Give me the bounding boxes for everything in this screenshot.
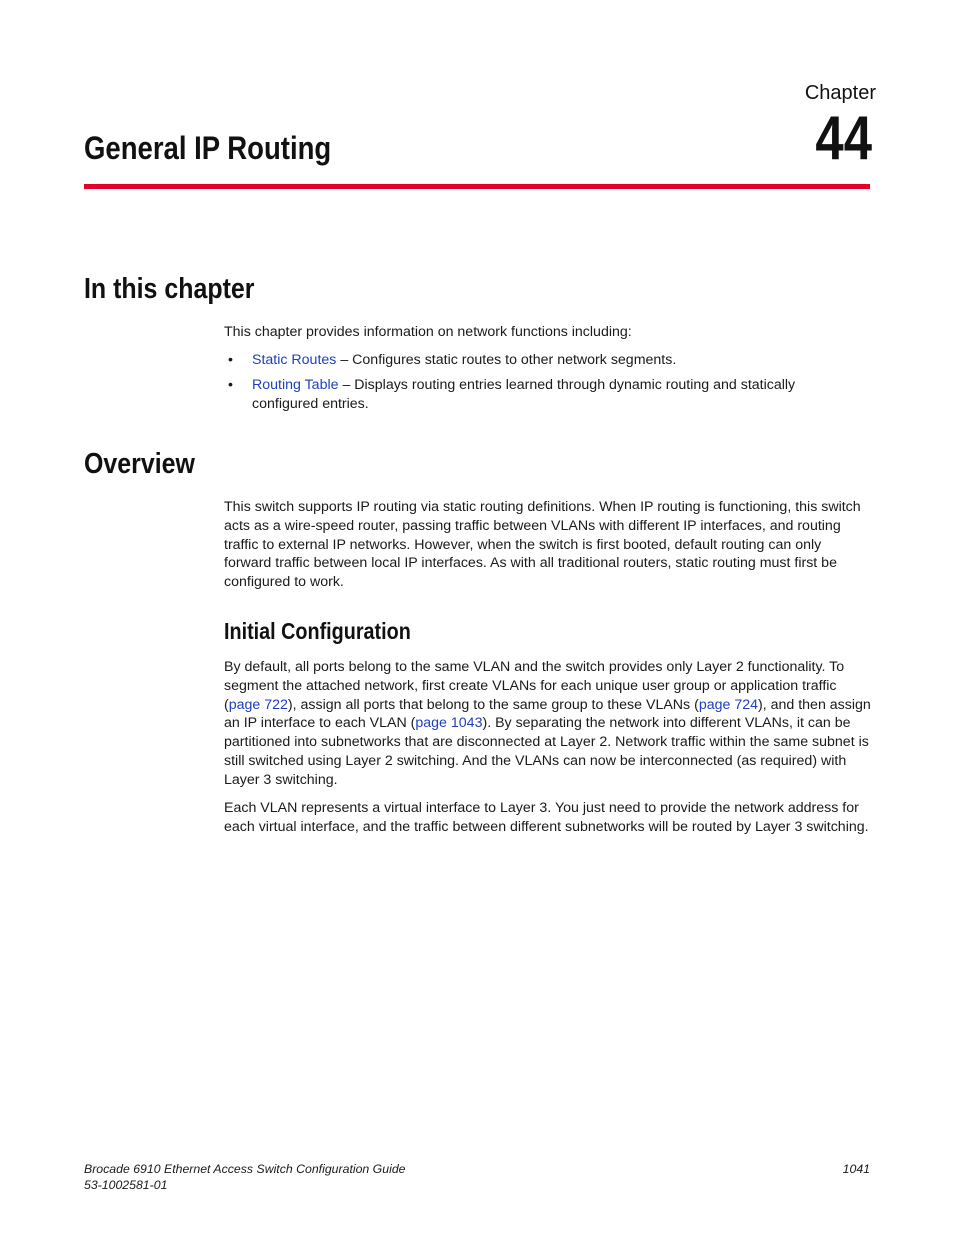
chapter-title: General IP Routing xyxy=(84,130,332,166)
guide-title: Brocade 6910 Ethernet Access Switch Configuration Guide xyxy=(84,1162,406,1176)
overview-heading: Overview xyxy=(84,448,195,480)
list-item-text: – Configures static routes to other network segments. xyxy=(336,352,677,368)
vlan-paragraph: Each VLAN represents a virtual interface to Layer 3. You just need to provide the network address for each virtual interface, and the traffic between different subnetworks will be routed by Layer 3 switching. xyxy=(224,800,869,835)
list-item-text: – Displays routing entries learned through dynamic routing and statically configured entries. xyxy=(252,377,796,412)
overview-paragraph: This switch supports IP routing via static routing definitions. When IP routing is functioning, this switch acts as a wire-speed router, passing traffic between VLANs with different IP interfaces, and routing traffic to external IP networks. However, when the switch is first booted, default routing can only forward traffic between local IP interfaces. As with all traditional routers, static routing must first be configured to work. xyxy=(224,499,861,591)
static-routes-link[interactable]: Static Routes xyxy=(252,352,337,368)
initial-config-paragraph xyxy=(224,658,872,790)
page-number: 1041 xyxy=(842,1162,870,1176)
chapter-label: Chapter xyxy=(804,82,876,104)
doc-number: 53-1002581-01 xyxy=(84,1178,168,1192)
chapter-number: 44 xyxy=(815,104,872,173)
page-footer xyxy=(84,1161,870,1193)
bullet-icon: • xyxy=(228,352,233,368)
paragraph-text: ). By separating the network into different VLANs, it can be partitioned into subnetworks that are disconnected at Layer 2. Network traffic within the same subnet is still switched using Layer 2 switching. And the VLANs can now be interconnected (as required) with Layer 3 switching. xyxy=(224,715,869,788)
routing-table-link[interactable]: Routing Table xyxy=(252,377,339,393)
paragraph-text: By default, all ports belong to the same VLAN and the switch provides only Layer 2 functionality. To segment the attached network, first create VLANs for each unique user group or application traffic ( xyxy=(224,659,845,713)
intro-text: This chapter provides information on network functions including: xyxy=(224,324,632,340)
bullet-icon: • xyxy=(228,377,233,393)
paragraph-text: ), assign all ports that belong to the same group to these VLANs ( xyxy=(287,696,699,713)
page-1043-link[interactable]: page 1043 xyxy=(415,715,483,732)
page-722-link[interactable]: page 722 xyxy=(228,696,288,713)
in-this-chapter-heading: In this chapter xyxy=(84,273,255,305)
paragraph-text: ), and then assign an IP interface to each VLAN ( xyxy=(224,696,871,732)
page-724-link[interactable]: page 724 xyxy=(698,696,758,713)
chapter-rule xyxy=(84,184,870,189)
initial-configuration-heading: Initial Configuration xyxy=(224,618,411,644)
